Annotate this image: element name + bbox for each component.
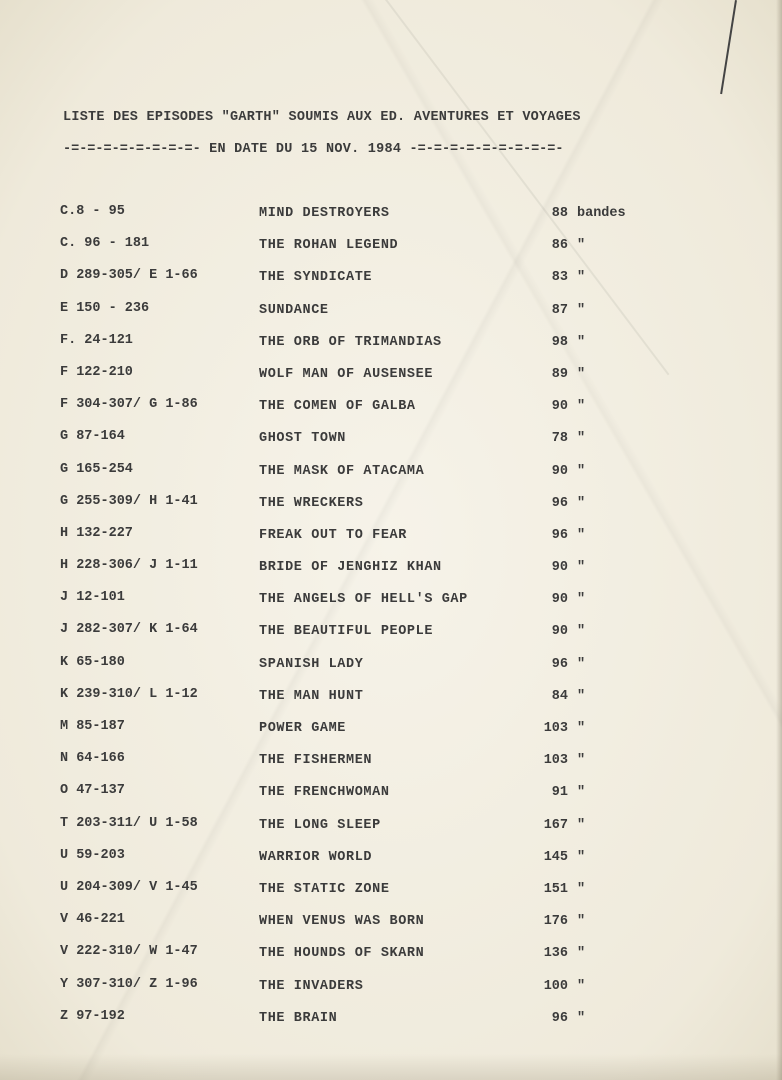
- episode-title: THE BRAIN: [259, 1010, 338, 1026]
- episode-title: THE BEAUTIFUL PEOPLE: [259, 624, 434, 640]
- episode-row: [0, 301, 782, 333]
- episode-row: [0, 912, 782, 944]
- episode-ref: H 132-227: [60, 525, 133, 541]
- episode-row: [0, 848, 782, 880]
- episode-strip-count: 103: [543, 753, 568, 769]
- episode-row: [0, 494, 782, 526]
- episode-ref: E 150 - 236: [60, 300, 150, 316]
- episode-title: THE ROHAN LEGEND: [259, 238, 399, 254]
- episode-unit: ": [577, 881, 586, 897]
- episode-ref: G 255-309/ H 1-41: [60, 493, 198, 509]
- episode-title: THE INVADERS: [259, 978, 364, 994]
- episode-title: FREAK OUT TO FEAR: [259, 527, 407, 543]
- episode-list: [0, 204, 782, 1041]
- episode-row: [0, 880, 782, 912]
- episode-unit: ": [577, 1010, 586, 1026]
- episode-title: WOLF MAN OF AUSENSEE: [259, 366, 434, 382]
- episode-title: THE MASK OF ATACAMA: [259, 463, 425, 479]
- episode-row: [0, 622, 782, 654]
- episode-title: THE ANGELS OF HELL'S GAP: [259, 592, 468, 608]
- episode-strip-count: 90: [551, 560, 568, 576]
- episode-unit: ": [577, 817, 586, 833]
- episode-title: WARRIOR WORLD: [259, 849, 373, 865]
- episode-ref: V 222-310/ W 1-47: [60, 944, 198, 960]
- episode-unit: ": [577, 753, 586, 769]
- episode-unit: ": [577, 721, 586, 736]
- episode-row: [0, 1009, 782, 1041]
- episode-title: THE MAN HUNT: [259, 688, 364, 704]
- episode-title: THE ORB OF TRIMANDIAS: [259, 334, 442, 350]
- episode-ref: F 122-210: [60, 364, 133, 380]
- episode-unit: ": [577, 399, 586, 415]
- episode-unit: ": [577, 592, 586, 608]
- episode-unit: ": [577, 785, 586, 801]
- episode-strip-count: 96: [551, 656, 568, 672]
- episode-unit: ": [577, 946, 586, 962]
- episode-title: GHOST TOWN: [259, 431, 347, 447]
- episode-strip-count: 78: [551, 431, 568, 447]
- episode-unit: ": [577, 270, 586, 286]
- episode-row: [0, 429, 782, 461]
- episode-strip-count: 176: [543, 914, 568, 930]
- episode-strip-count: 145: [543, 849, 568, 865]
- episode-strip-count: 90: [551, 624, 568, 640]
- episode-row: [0, 558, 782, 590]
- episode-row: [0, 268, 782, 300]
- episode-strip-count: 96: [551, 527, 568, 543]
- episode-ref: G 165-254: [60, 461, 133, 477]
- subtitle-dash-right: -=-=-=-=-=-=-=-=-=-: [409, 142, 564, 157]
- episode-unit: ": [577, 527, 586, 543]
- episode-title: THE FRENCHWOMAN: [259, 785, 390, 801]
- document-subtitle: [63, 142, 563, 157]
- episode-ref: U 59-203: [60, 847, 125, 863]
- subtitle-dash-left: -=-=-=-=-=-=-=-=-: [63, 142, 201, 157]
- episode-strip-count: 98: [551, 334, 568, 350]
- episode-ref: K 239-310/ L 1-12: [60, 686, 198, 702]
- episode-ref: C.8 - 95: [60, 204, 125, 219]
- episode-strip-count: 83: [551, 270, 568, 286]
- episode-ref: C. 96 - 181: [60, 236, 150, 252]
- episode-row: [0, 526, 782, 558]
- episode-title: SUNDANCE: [259, 302, 329, 318]
- episode-strip-count: 84: [551, 688, 568, 704]
- episode-row: [0, 944, 782, 976]
- pen-mark: [720, 0, 737, 94]
- episode-row: [0, 365, 782, 397]
- episode-row: [0, 204, 782, 236]
- episode-ref: M 85-187: [60, 719, 125, 734]
- episode-strip-count: 151: [543, 881, 568, 897]
- episode-strip-count: 167: [543, 817, 568, 833]
- episode-unit: ": [577, 495, 586, 511]
- episode-ref: G 87-164: [60, 429, 125, 445]
- episode-unit: ": [577, 431, 586, 447]
- episode-title: THE FISHERMEN: [259, 753, 373, 769]
- episode-row: [0, 397, 782, 429]
- episode-strip-count: 87: [551, 302, 568, 318]
- episode-title: THE LONG SLEEP: [259, 817, 381, 833]
- episode-row: [0, 462, 782, 494]
- episode-title: THE COMEN OF GALBA: [259, 399, 416, 415]
- episode-strip-count: 96: [551, 495, 568, 511]
- episode-ref: N 64-166: [60, 751, 125, 767]
- episode-title: BRIDE OF JENGHIZ KHAN: [259, 560, 442, 576]
- episode-title: THE HOUNDS OF SKARN: [259, 946, 425, 962]
- episode-unit: ": [577, 366, 586, 382]
- episode-unit: ": [577, 624, 586, 640]
- episode-strip-count: 86: [551, 238, 568, 254]
- episode-unit: ": [577, 978, 586, 994]
- episode-ref: Z 97-192: [60, 1008, 125, 1024]
- episode-row: [0, 655, 782, 687]
- episode-strip-count: 90: [551, 463, 568, 479]
- episode-unit: ": [577, 463, 586, 479]
- episode-row: [0, 751, 782, 783]
- subtitle-date: EN DATE DU 15 NOV. 1984: [209, 142, 402, 157]
- episode-row: [0, 816, 782, 848]
- episode-ref: K 65-180: [60, 654, 125, 670]
- episode-title: THE SYNDICATE: [259, 270, 373, 286]
- episode-row: [0, 687, 782, 719]
- episode-strip-count: 96: [551, 1010, 568, 1026]
- episode-unit: ": [577, 656, 586, 672]
- episode-strip-count: 103: [543, 721, 568, 736]
- episode-ref: F 304-307/ G 1-86: [60, 397, 198, 413]
- episode-ref: T 203-311/ U 1-58: [60, 815, 198, 831]
- episode-ref: O 47-137: [60, 783, 125, 799]
- episode-unit: ": [577, 688, 586, 704]
- episode-ref: U 204-309/ V 1-45: [60, 879, 198, 895]
- episode-strip-count: 90: [551, 399, 568, 415]
- episode-unit: ": [577, 849, 586, 865]
- episode-row: [0, 236, 782, 268]
- episode-ref: F. 24-121: [60, 332, 133, 348]
- episode-ref: H 228-306/ J 1-11: [60, 558, 198, 574]
- episode-title: THE STATIC ZONE: [259, 881, 390, 897]
- episode-strip-count: 88: [551, 206, 568, 221]
- episode-row: [0, 977, 782, 1009]
- episode-row: [0, 333, 782, 365]
- episode-title: WHEN VENUS WAS BORN: [259, 914, 425, 930]
- document-title: LISTE DES EPISODES "GARTH" SOUMIS AUX ED. AVENTURES ET VOYAGES: [63, 110, 581, 125]
- episode-ref: V 46-221: [60, 912, 125, 928]
- episode-row: [0, 783, 782, 815]
- episode-unit: ": [577, 302, 586, 318]
- episode-row: [0, 590, 782, 622]
- episode-unit: ": [577, 914, 586, 930]
- episode-row: [0, 719, 782, 751]
- episode-ref: D 289-305/ E 1-66: [60, 268, 198, 284]
- episode-unit: ": [577, 334, 586, 350]
- episode-unit: ": [577, 238, 586, 254]
- episode-title: POWER GAME: [259, 721, 347, 736]
- episode-strip-count: 90: [551, 592, 568, 608]
- episode-strip-count: 136: [543, 946, 568, 962]
- episode-strip-count: 100: [543, 978, 568, 994]
- episode-ref: Y 307-310/ Z 1-96: [60, 976, 198, 992]
- episode-ref: J 282-307/ K 1-64: [60, 622, 198, 638]
- episode-unit: bandes: [577, 206, 626, 221]
- episode-strip-count: 89: [551, 366, 568, 382]
- episode-ref: J 12-101: [60, 590, 125, 606]
- paper-edge-bottom: [0, 1054, 782, 1080]
- episode-unit: ": [577, 560, 586, 576]
- episode-strip-count: 91: [551, 785, 568, 801]
- episode-title: THE WRECKERS: [259, 495, 364, 511]
- episode-title: SPANISH LADY: [259, 656, 364, 672]
- episode-title: MIND DESTROYERS: [259, 206, 390, 221]
